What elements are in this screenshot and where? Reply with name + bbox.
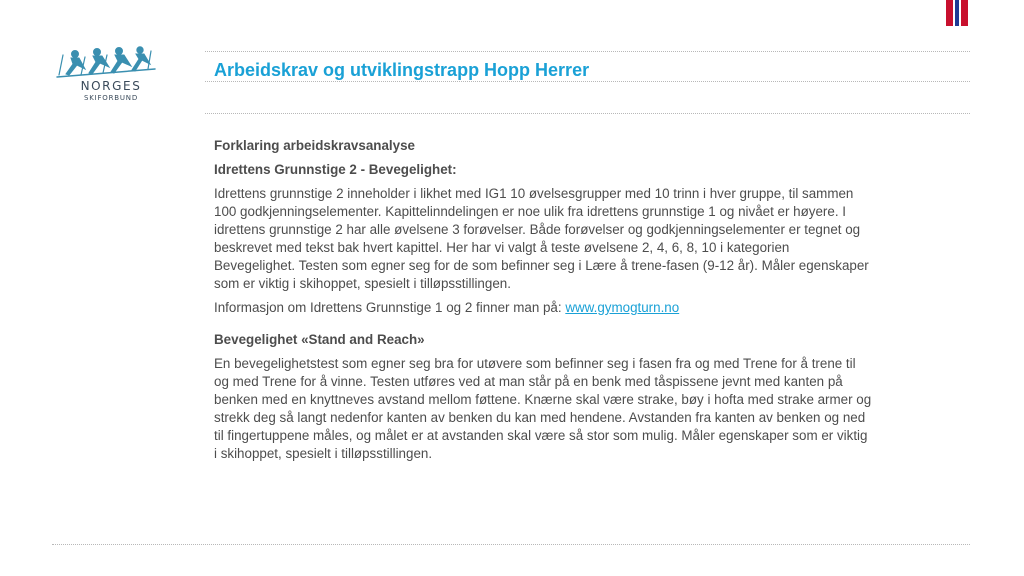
- divider-content: [205, 113, 970, 114]
- logo-wordmark: NORGES: [80, 79, 142, 93]
- info-line: [214, 299, 874, 317]
- divider-bottom: [52, 544, 970, 545]
- skiers-icon: [55, 45, 160, 81]
- paragraph-grunnstige: Idrettens grunnstige 2 inneholder i likhet med IG1 10 øvelsesgrupper med 10 trinn i hver gruppe, til sammen 100 godkjenningselementer. Kapittelinndelingen er noe ulik fra idrettens grunnstige 1 og nivået er høyere. I idrettens grunnstige 2 har alle øvelsene 3 forøvelser. Både forøvelser og godkjenningselementer er tegnet og beskrevet med tekst bak hvert kapittel. Her har vi valgt å teste øvelsene 2, 4, 6, 8, 10 i kategorien Bevegelighet. Testen som egner seg for de som befinner seg i Lære å trene-fasen (9-12 år). Måler egenskaper som er viktig i skihoppet, spesielt i tilløpsstillingen.: [214, 186, 869, 291]
- norway-flag-icon: [946, 0, 968, 26]
- heading-explanation: Forklaring arbeidskravsanalyse: [214, 138, 415, 153]
- heading-stand-and-reach: Bevegelighet «Stand and Reach»: [214, 332, 425, 347]
- info-text: Informasjon om Idrettens Grunnstige 1 og 2 finner man på:: [214, 300, 566, 315]
- content-body: [214, 137, 874, 463]
- gymogturn-link[interactable]: www.gymogturn.no: [565, 300, 680, 315]
- norges-skiforbund-logo: [55, 45, 160, 107]
- heading-grunnstige: Idrettens Grunnstige 2 - Bevegelighet:: [214, 162, 457, 177]
- divider-title: [205, 81, 970, 82]
- page-title: Arbeidskrav og utviklingstrapp Hopp Herrer: [214, 60, 590, 80]
- divider-top: [205, 51, 970, 52]
- paragraph-stand-and-reach: En bevegelighetstest som egner seg bra for utøvere som befinner seg i fasen fra og med Trene for å trene til og med Trene for å vinne. Testen utføres ved at man står på en benk med tåspissene jevnt med kanten på benken med en knyttneves avstand mellom føttene. Knærne skal være strake, bøy i hofta med strake armer og strekk deg så langt nedenfor kanten av benken du kan med hendene. Avstanden fra kanten av benken og ned til fingertuppene måles, og målet er at avstanden skal være så stor som mulig. Måler egenskaper som er viktig i skihoppet, spesielt i tilløpsstillingen.: [214, 356, 872, 461]
- logo-subtitle: SKIFORBUND: [83, 94, 139, 102]
